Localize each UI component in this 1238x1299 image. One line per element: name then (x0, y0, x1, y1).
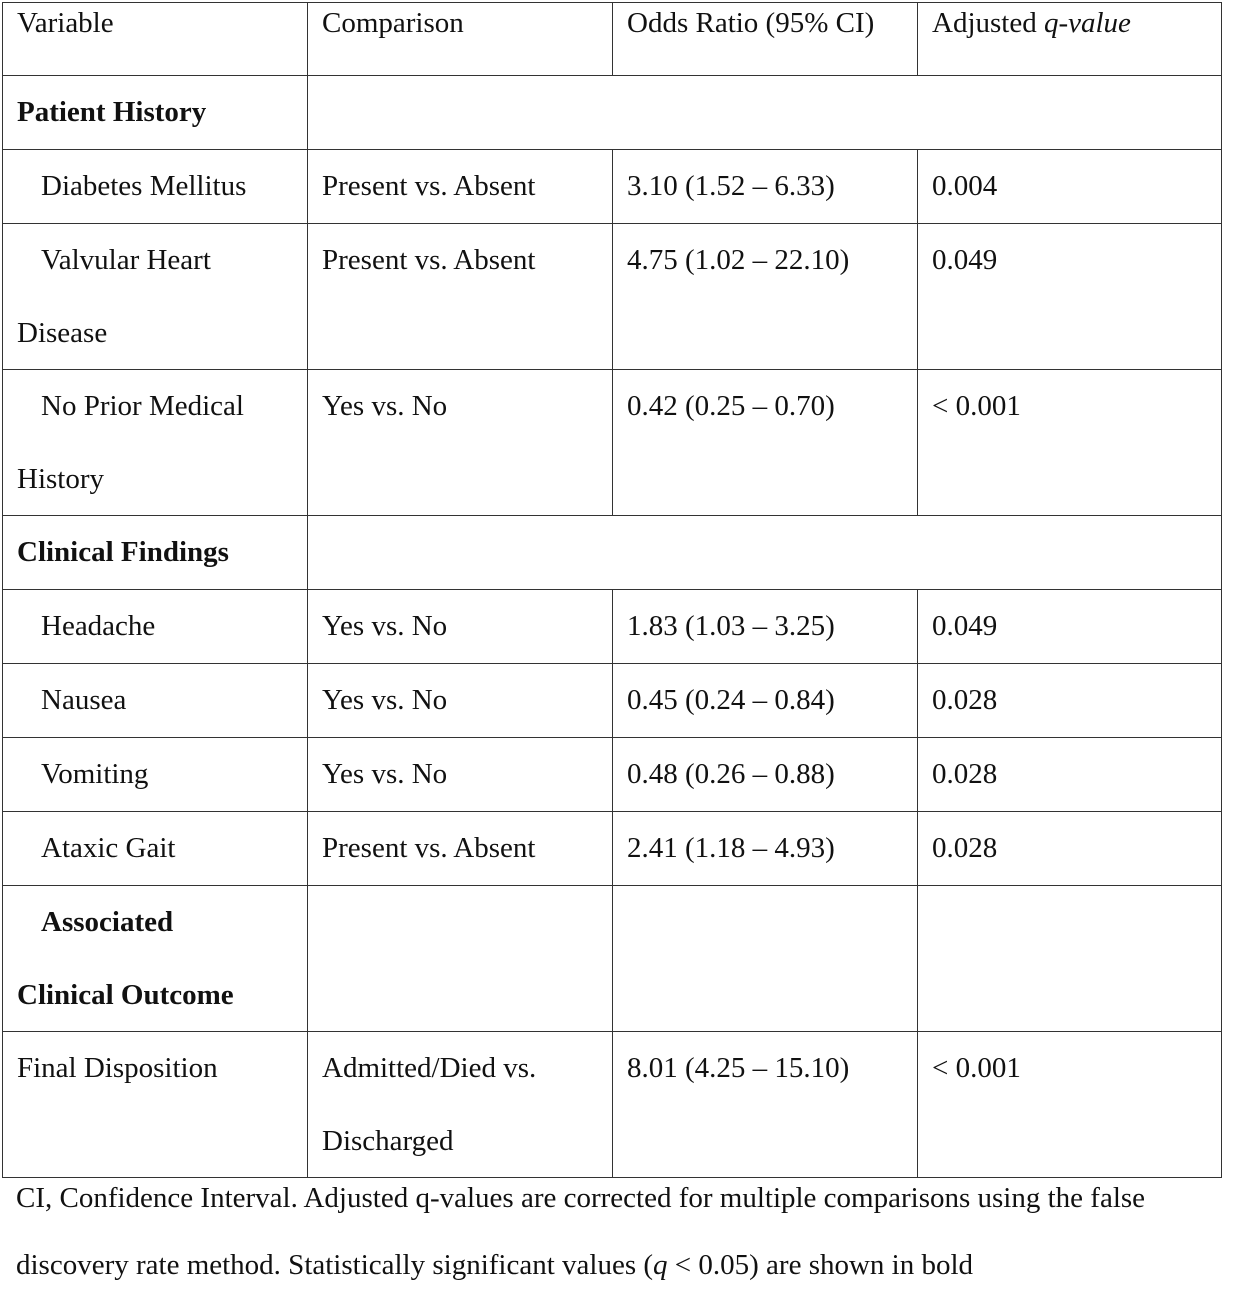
q-value-cell: < 0.001 (918, 1032, 1222, 1178)
header-odds-ratio: Odds Ratio (95% CI) (613, 3, 918, 76)
comparison-cell: Admitted/Died vs. Discharged (308, 1032, 613, 1178)
footnote-line-2: discovery rate method. Statistically significant values (q < 0.05) are shown in bold (16, 1249, 974, 1281)
q-value-cell: 0.028 (918, 664, 1222, 738)
comparison-cell: Yes vs. No (308, 664, 613, 738)
variable-cell: No Prior Medical History (3, 370, 308, 516)
variable-cell: Valvular Heart Disease (3, 224, 308, 370)
q-value-cell: < 0.001 (918, 370, 1222, 516)
table-footnote (16, 1165, 1238, 1299)
q-value-cell: 0.049 (918, 224, 1222, 370)
header-adjusted-q: Adjusted q-value (918, 3, 1222, 76)
q-value-cell: 0.004 (918, 150, 1222, 224)
comparison-cell: Yes vs. No (308, 738, 613, 812)
q-value-cell: 0.028 (918, 738, 1222, 812)
comparison-cell: Yes vs. No (308, 590, 613, 664)
variable-cell: Diabetes Mellitus (3, 150, 308, 224)
variable-cell: Final Disposition (3, 1032, 308, 1178)
comparison-cell: Present vs. Absent (308, 150, 613, 224)
odds-ratio-cell: 1.83 (1.03 – 3.25) (613, 590, 918, 664)
odds-ratio-cell: 4.75 (1.02 – 22.10) (613, 224, 918, 370)
section-row-associated-outcome (3, 886, 1222, 1032)
table-row (3, 150, 1222, 224)
table-row (3, 812, 1222, 886)
table-row (3, 664, 1222, 738)
results-table (2, 2, 1222, 1178)
table-row (3, 738, 1222, 812)
variable-cell: Ataxic Gait (3, 812, 308, 886)
q-value-cell: 0.049 (918, 590, 1222, 664)
section-label: Clinical Findings (3, 516, 308, 590)
variable-cell: Nausea (3, 664, 308, 738)
header-variable: Variable (3, 3, 308, 76)
odds-ratio-cell: 8.01 (4.25 – 15.10) (613, 1032, 918, 1178)
section-spacer (308, 76, 1222, 150)
table-row (3, 224, 1222, 370)
section-spacer (308, 516, 1222, 590)
odds-ratio-cell: 2.41 (1.18 – 4.93) (613, 812, 918, 886)
header-comparison: Comparison (308, 3, 613, 76)
odds-ratio-cell: 3.10 (1.52 – 6.33) (613, 150, 918, 224)
variable-cell: Vomiting (3, 738, 308, 812)
odds-ratio-cell: 0.48 (0.26 – 0.88) (613, 738, 918, 812)
table-row (3, 590, 1222, 664)
section-label: Associated Clinical Outcome (3, 886, 308, 1032)
table-row (3, 1032, 1222, 1178)
empty-cell (308, 886, 613, 1032)
empty-cell (613, 886, 918, 1032)
comparison-cell: Present vs. Absent (308, 812, 613, 886)
section-row-clinical-findings (3, 516, 1222, 590)
table-row (3, 370, 1222, 516)
section-label: Patient History (3, 76, 308, 150)
q-value-cell: 0.028 (918, 812, 1222, 886)
odds-ratio-cell: 0.45 (0.24 – 0.84) (613, 664, 918, 738)
empty-cell (918, 886, 1222, 1032)
table-header-row (3, 3, 1222, 76)
odds-ratio-cell: 0.42 (0.25 – 0.70) (613, 370, 918, 516)
variable-cell: Headache (3, 590, 308, 664)
section-row-patient-history (3, 76, 1222, 150)
comparison-cell: Yes vs. No (308, 370, 613, 516)
footnote-line-1: CI, Confidence Interval. Adjusted q-values are corrected for multiple comparisons using the false (16, 1182, 1146, 1214)
comparison-cell: Present vs. Absent (308, 224, 613, 370)
